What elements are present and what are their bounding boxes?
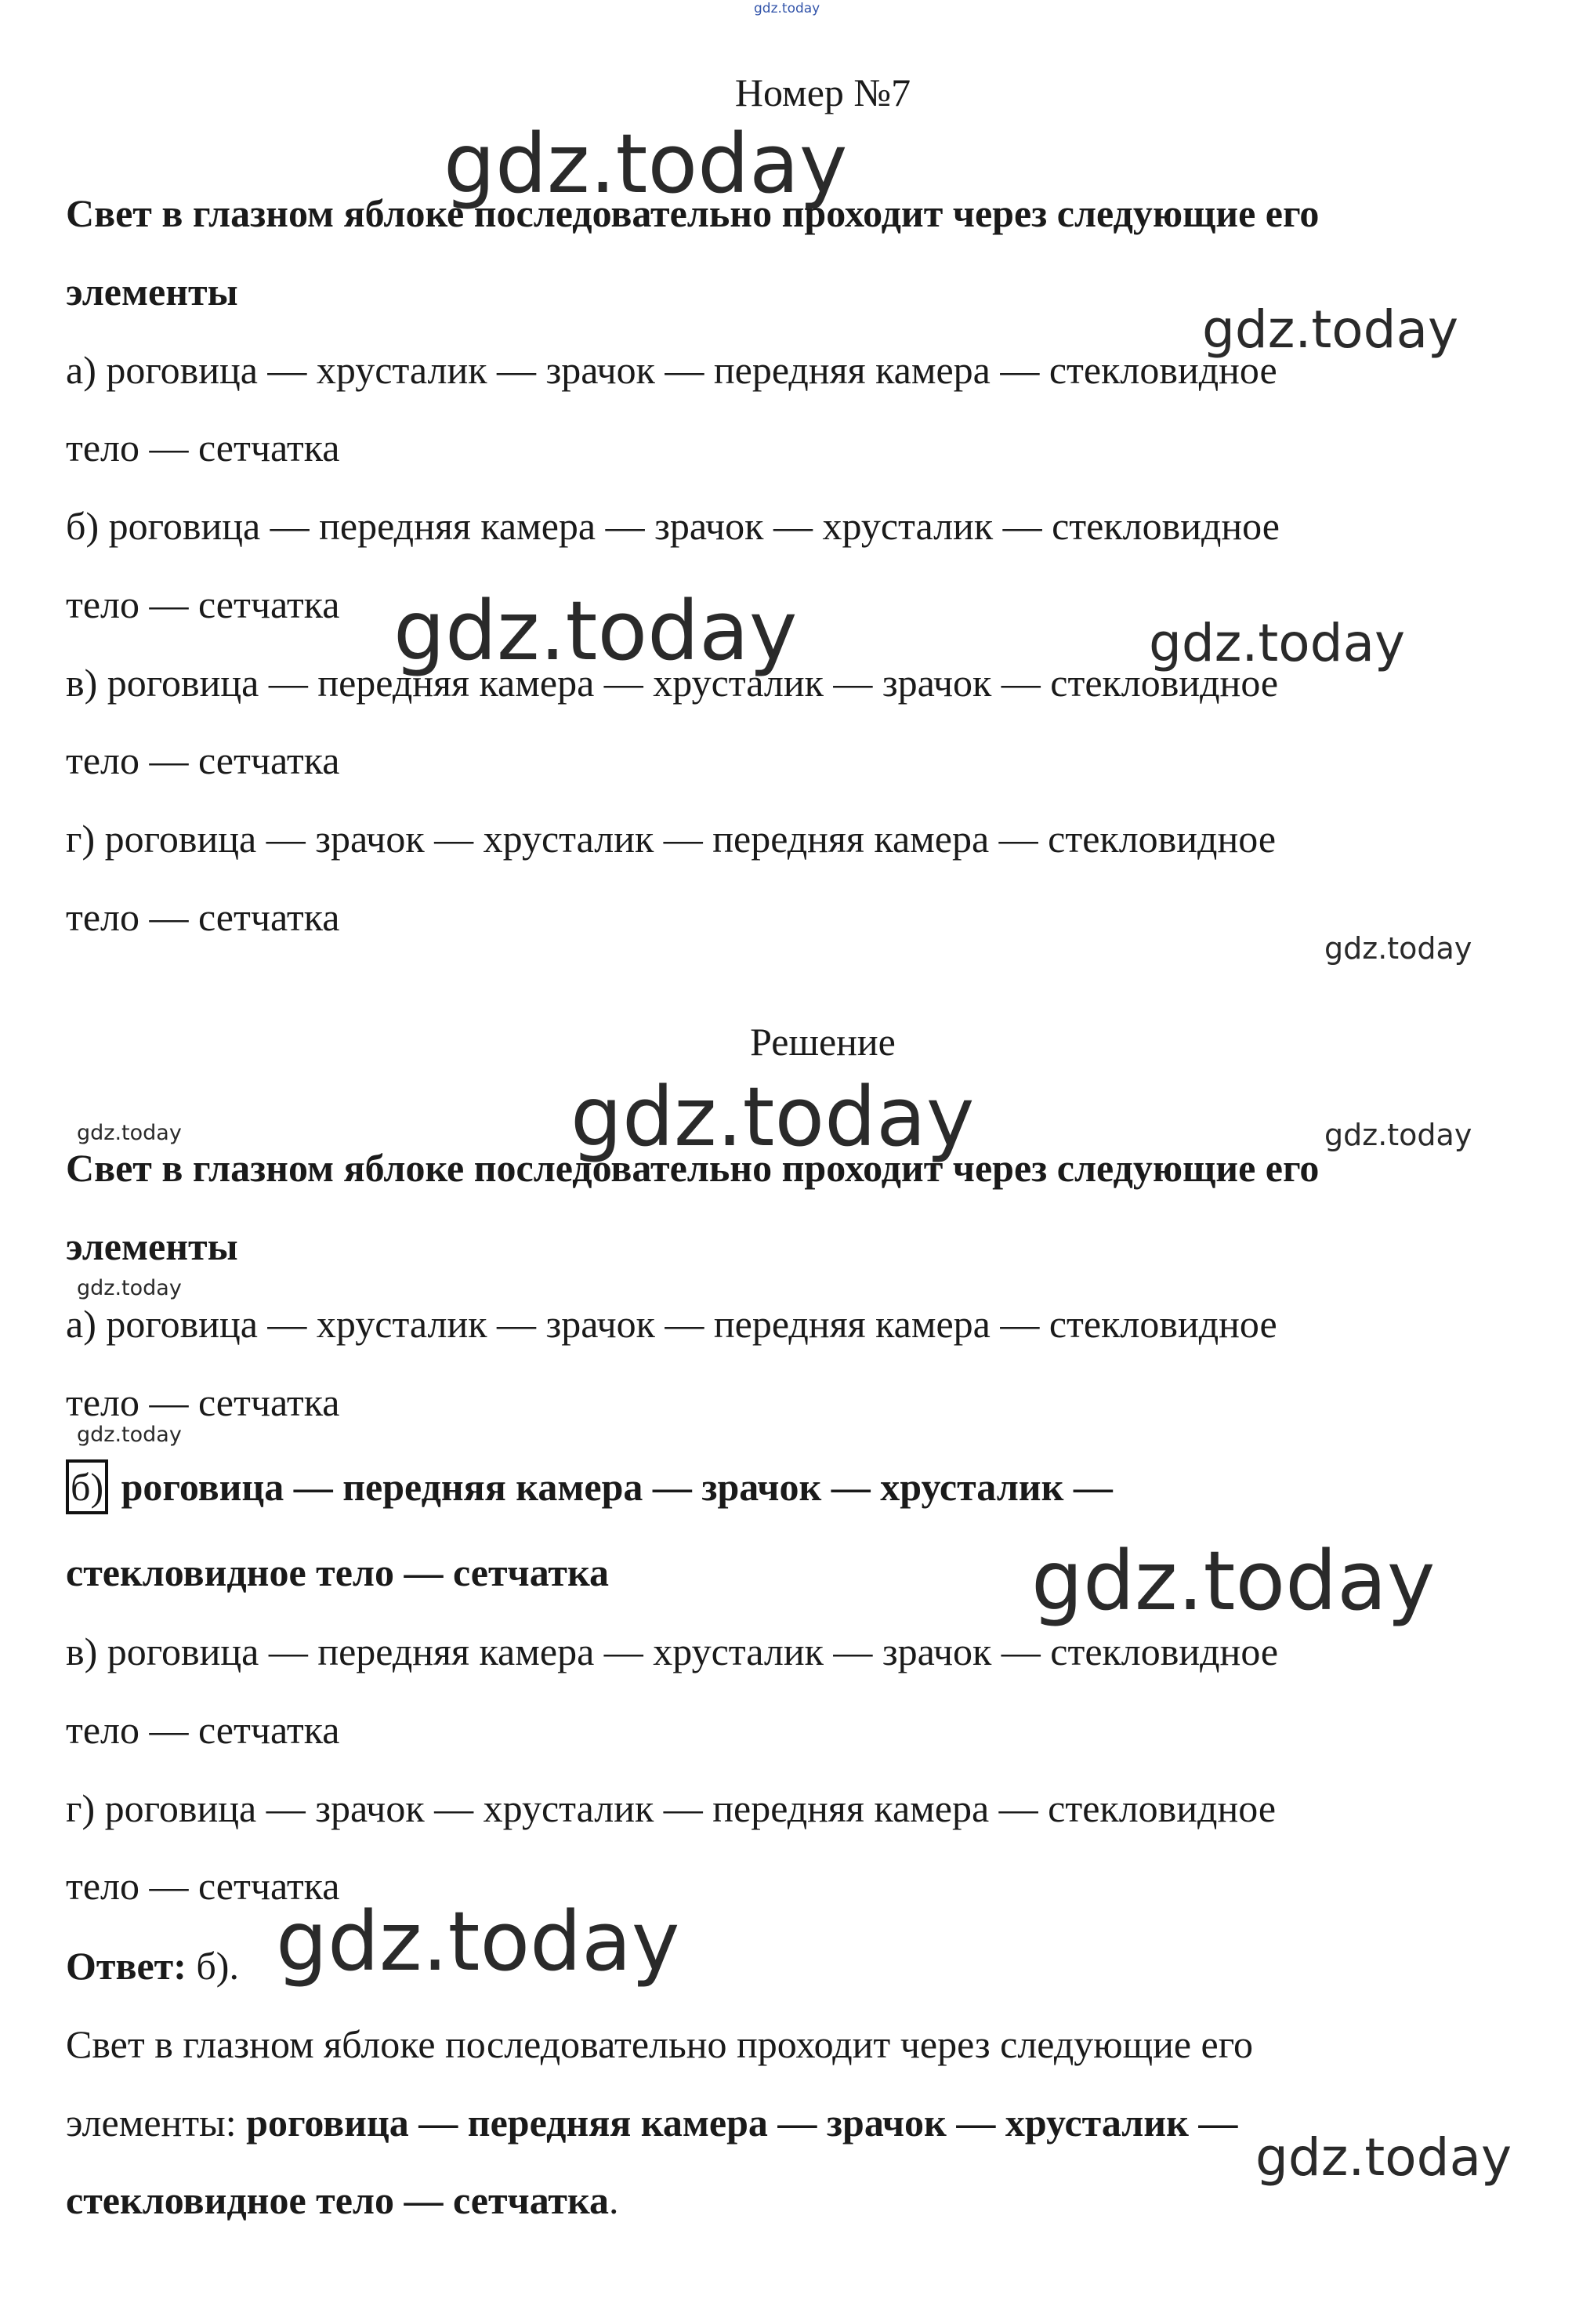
watermark: gdz.today [570, 1069, 975, 1165]
watermark: gdz.today [1324, 1118, 1472, 1152]
question-option-a-line1: а) роговица — хрусталик — зрачок — передняя камера — стекловидное [66, 348, 1277, 392]
watermark: gdz.today [77, 1276, 182, 1300]
solution-option-b-line2: стекловидное тело — сетчатка [66, 1550, 610, 1594]
watermark: gdz.today [1324, 931, 1472, 966]
question-option-b-line1: б) роговица — передняя камера — зрачок — хрусталик — стекловидное [66, 504, 1280, 548]
solution-option-b-line1 [66, 1459, 1113, 1514]
answer-line [66, 1942, 239, 1989]
solution-option-c-line1: в) роговица — передняя камера — хрусталик — зрачок — стекловидное [66, 1630, 1279, 1673]
answer-label: Ответ: [66, 1944, 187, 1988]
explanation-line3-bold: стекловидное тело — сетчатка [66, 2178, 610, 2222]
solution-option-a-line1: а) роговица — хрусталик — зрачок — передняя камера — стекловидное [66, 1302, 1277, 1346]
question-option-d-line2: тело — сетчатка [66, 895, 340, 939]
watermark: gdz.today [276, 1894, 680, 1989]
question-option-a-line2: тело — сетчатка [66, 426, 340, 470]
solution-stem-line1: Свет в глазном яблоке последовательно проходит через следующие его [66, 1146, 1320, 1190]
explanation-line3-end: . [609, 2178, 619, 2222]
watermark: gdz.today [1255, 2127, 1512, 2188]
solution-stem-line2: элементы [66, 1224, 238, 1268]
question-stem-line2: элементы [66, 270, 238, 314]
question-stem-line1: Свет в глазном яблоке последовательно проходит через следующие его [66, 191, 1320, 235]
solution-heading: Решение [750, 1020, 896, 1064]
explanation-line2-plain: элементы: [66, 2101, 247, 2145]
solution-option-d-line2: тело — сетчатка [66, 1864, 340, 1908]
solution-option-a-line2: тело — сетчатка [66, 1380, 340, 1424]
answer-value: б). [186, 1944, 239, 1988]
solution-option-d-line1: г) роговица — зрачок — хрусталик — передняя камера — стекловидное [66, 1786, 1277, 1830]
question-option-d-line1: г) роговица — зрачок — хрусталик — передняя камера — стекловидное [66, 817, 1277, 861]
question-option-c-line2: тело — сетчатка [66, 738, 340, 782]
explanation-line1: Свет в глазном яблоке последовательно проходит через следующие его [66, 2022, 1254, 2066]
question-option-b-line2: тело — сетчатка [66, 582, 340, 626]
watermark: gdz.today [1149, 613, 1406, 673]
selected-option-marker: б) [66, 1459, 108, 1514]
selected-option-text: роговица — передняя камера — зрачок — хрусталик — [121, 1465, 1113, 1509]
explanation-line3 [66, 2177, 619, 2224]
explanation-line2-bold: роговица — передняя камера — зрачок — хрусталик — [246, 2101, 1238, 2145]
watermark: gdz.today [1031, 1533, 1436, 1629]
watermark: gdz.today [77, 1423, 182, 1447]
question-option-c-line1: в) роговица — передняя камера — хрусталик — зрачок — стекловидное [66, 661, 1279, 705]
explanation-line2 [66, 2099, 1237, 2146]
watermark: gdz.today [444, 116, 848, 212]
watermark: gdz.today [77, 1121, 182, 1145]
watermark: gdz.today [393, 583, 798, 679]
solution-option-c-line2: тело — сетчатка [66, 1708, 340, 1752]
watermark: gdz.today [1202, 299, 1459, 360]
watermark-top: gdz.today [754, 1, 820, 16]
page-title: Номер №7 [734, 71, 911, 114]
